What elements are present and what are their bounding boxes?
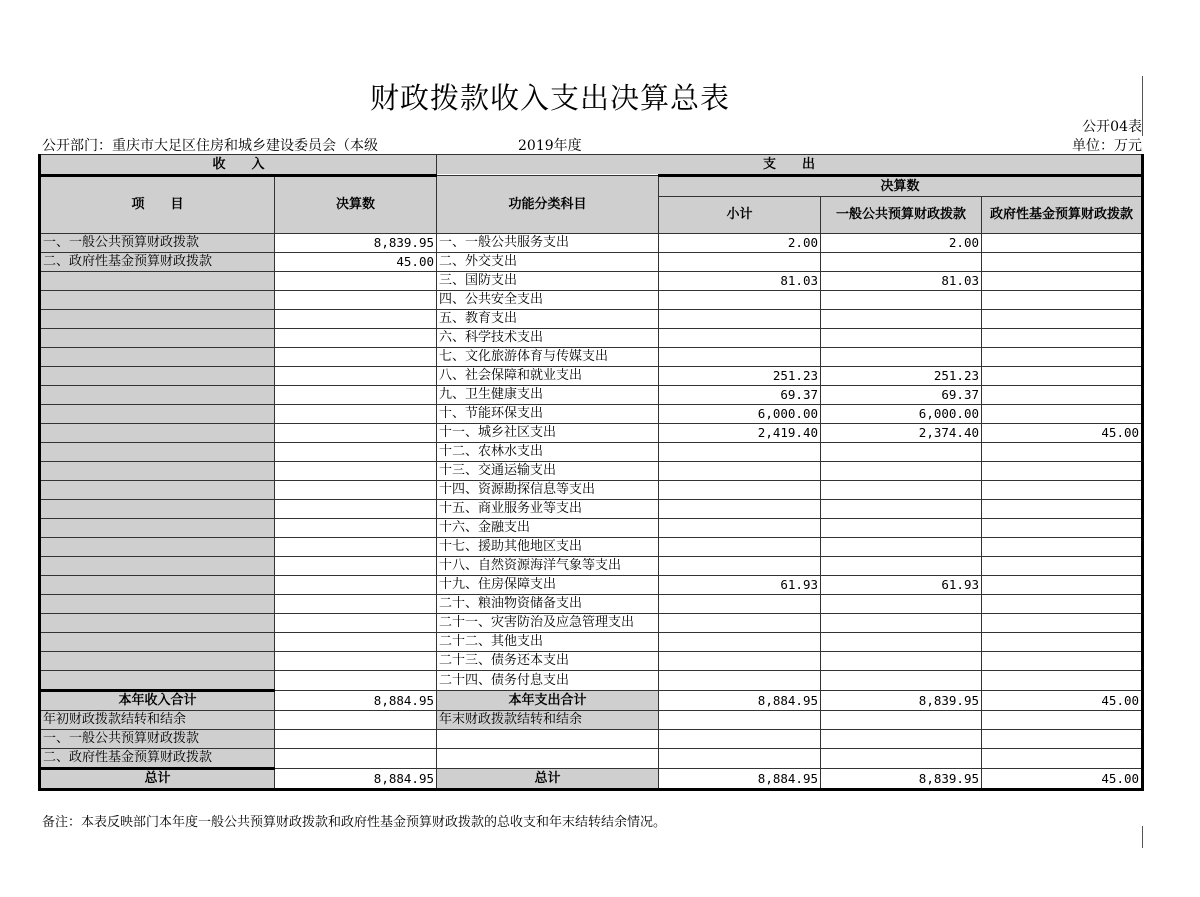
table-row	[40, 348, 1143, 367]
income-amount-cell: 45.00	[275, 253, 437, 272]
carryover-expense-item: 年末财政拨款结转和结余	[437, 711, 659, 730]
margin-line-bottom	[1142, 826, 1143, 848]
fund-budget-cell: 45.00	[982, 424, 1143, 443]
expense-item-cell: 七、文化旅游体育与传媒支出	[437, 348, 659, 367]
expense-item-cell: 十六、金融支出	[437, 519, 659, 538]
fund-budget-cell	[982, 234, 1143, 253]
income-item-cell	[40, 671, 275, 691]
general-budget-cell: 2,374.40	[821, 424, 982, 443]
carryover-row	[40, 749, 1143, 769]
general-budget-cell	[821, 291, 982, 310]
income-item-cell: 二、政府性基金预算财政拨款	[40, 253, 275, 272]
general-budget-cell	[821, 519, 982, 538]
carryover-expense-item	[437, 730, 659, 749]
fund-budget-cell	[982, 329, 1143, 348]
table-row	[40, 519, 1143, 538]
carryover-subtotal	[659, 730, 821, 749]
expense-item-cell: 十九、住房保障支出	[437, 576, 659, 595]
fund-budget-cell	[982, 576, 1143, 595]
carryover-subtotal	[659, 711, 821, 730]
income-item-cell	[40, 576, 275, 595]
general-budget-cell: 61.93	[821, 576, 982, 595]
income-amount-cell	[275, 481, 437, 500]
carryover-fund	[982, 711, 1143, 730]
income-amount-cell	[275, 576, 437, 595]
finance-table	[38, 154, 1144, 791]
grand-total-row-income-label: 总计	[40, 769, 275, 790]
subtotal-cell	[659, 291, 821, 310]
subtotal-cell	[659, 614, 821, 633]
table-row	[40, 595, 1143, 614]
table-row	[40, 424, 1143, 443]
fund-budget-cell	[982, 671, 1143, 691]
expense-item-cell: 二十、粮油物资储备支出	[437, 595, 659, 614]
carryover-income-amount	[275, 749, 437, 769]
grand-total-row-fund: 45.00	[982, 769, 1143, 790]
income-amount-cell	[275, 329, 437, 348]
expense-item-cell: 二、外交支出	[437, 253, 659, 272]
table-row	[40, 405, 1143, 424]
income-item-cell	[40, 424, 275, 443]
carryover-row	[40, 730, 1143, 749]
carryover-fund	[982, 730, 1143, 749]
page-title: 财政拨款收入支出决算总表	[369, 81, 730, 115]
general-budget-cell: 6,000.00	[821, 405, 982, 424]
fund-budget-cell	[982, 386, 1143, 405]
general-budget-header: 一般公共预算财政拨款	[821, 197, 982, 234]
income-amount-cell	[275, 557, 437, 576]
expense-item-cell: 十三、交通运输支出	[437, 462, 659, 481]
income-amount-cell	[275, 500, 437, 519]
amount-header: 决算数	[275, 176, 437, 234]
table-row	[40, 557, 1143, 576]
carryover-income-amount	[275, 711, 437, 730]
year-total-row-income-label: 本年收入合计	[40, 691, 275, 711]
income-item-cell	[40, 538, 275, 557]
subtotal-cell	[659, 253, 821, 272]
income-item-cell	[40, 310, 275, 329]
table-row	[40, 253, 1143, 272]
subtotal-cell	[659, 329, 821, 348]
general-budget-cell	[821, 557, 982, 576]
unit-label: 单位：万元	[1072, 138, 1142, 154]
income-amount-cell	[275, 405, 437, 424]
final-amount-header: 决算数	[659, 176, 1143, 197]
income-item-cell	[40, 348, 275, 367]
income-item-cell	[40, 614, 275, 633]
general-budget-cell: 251.23	[821, 367, 982, 386]
year-total-row	[40, 691, 1143, 711]
income-item-cell	[40, 557, 275, 576]
subtotal-cell	[659, 595, 821, 614]
fund-budget-cell	[982, 348, 1143, 367]
income-item-cell	[40, 405, 275, 424]
expense-item-cell: 五、教育支出	[437, 310, 659, 329]
general-budget-cell	[821, 443, 982, 462]
income-item-cell	[40, 443, 275, 462]
expense-item-cell: 四、公共安全支出	[437, 291, 659, 310]
department-label: 公开部门：重庆市大足区住房和城乡建设委员会（本级	[42, 138, 378, 154]
subtotal-cell: 251.23	[659, 367, 821, 386]
income-amount-cell	[275, 462, 437, 481]
fund-budget-cell	[982, 462, 1143, 481]
subtotal-cell: 61.93	[659, 576, 821, 595]
fund-budget-cell	[982, 519, 1143, 538]
subtotal-cell: 6,000.00	[659, 405, 821, 424]
income-amount-cell	[275, 443, 437, 462]
income-amount-cell	[275, 386, 437, 405]
income-item-cell	[40, 652, 275, 671]
income-amount-cell	[275, 291, 437, 310]
general-budget-cell	[821, 671, 982, 691]
grand-total-row-expense-label: 总计	[437, 769, 659, 790]
income-item-cell	[40, 595, 275, 614]
general-budget-cell	[821, 462, 982, 481]
carryover-row	[40, 711, 1143, 730]
expense-item-cell: 二十四、债务付息支出	[437, 671, 659, 691]
general-budget-cell: 2.00	[821, 234, 982, 253]
general-budget-cell: 69.37	[821, 386, 982, 405]
general-budget-cell	[821, 633, 982, 652]
subtotal-cell	[659, 671, 821, 691]
table-row	[40, 272, 1143, 291]
subtotal-cell	[659, 310, 821, 329]
expense-item-cell: 十七、援助其他地区支出	[437, 538, 659, 557]
income-amount-cell	[275, 671, 437, 691]
table-row	[40, 538, 1143, 557]
carryover-income-item: 年初财政拨款结转和结余	[40, 711, 275, 730]
income-item-cell	[40, 519, 275, 538]
income-amount-cell	[275, 424, 437, 443]
expense-item-cell: 二十一、灾害防治及应急管理支出	[437, 614, 659, 633]
subtotal-cell	[659, 633, 821, 652]
fund-budget-cell	[982, 557, 1143, 576]
fund-budget-cell	[982, 595, 1143, 614]
subtotal-cell	[659, 443, 821, 462]
fund-budget-cell	[982, 538, 1143, 557]
fiscal-year: 2019年度	[518, 138, 582, 154]
table-row	[40, 652, 1143, 671]
general-budget-cell: 81.03	[821, 272, 982, 291]
table-row	[40, 481, 1143, 500]
table-row	[40, 386, 1143, 405]
grand-total-row-general: 8,839.95	[821, 769, 982, 790]
year-total-row-expense-label: 本年支出合计	[437, 691, 659, 711]
expense-item-cell: 十一、城乡社区支出	[437, 424, 659, 443]
income-item-cell	[40, 329, 275, 348]
income-amount-cell	[275, 652, 437, 671]
table-row	[40, 576, 1143, 595]
table-row	[40, 291, 1143, 310]
header-row-2	[40, 176, 1143, 197]
subtotal-cell	[659, 481, 821, 500]
table-row	[40, 329, 1143, 348]
subtotal-header: 小计	[659, 197, 821, 234]
footnote: 备注：本表反映部门本年度一般公共预算财政拨款和政府性基金预算财政拨款的总收支和年末结转结余情况。	[42, 815, 667, 830]
table-row	[40, 671, 1143, 691]
function-category-header: 功能分类科目	[437, 176, 659, 234]
income-header: 收 入	[40, 155, 437, 176]
general-budget-cell	[821, 538, 982, 557]
income-amount-cell	[275, 348, 437, 367]
income-item-cell	[40, 500, 275, 519]
carryover-subtotal	[659, 749, 821, 769]
subtotal-cell: 81.03	[659, 272, 821, 291]
income-item-cell	[40, 633, 275, 652]
expense-item-cell: 二十二、其他支出	[437, 633, 659, 652]
margin-line-top	[1142, 76, 1143, 136]
income-amount-cell	[275, 614, 437, 633]
year-total-row-subtotal: 8,884.95	[659, 691, 821, 711]
expense-item-cell: 十八、自然资源海洋气象等支出	[437, 557, 659, 576]
subtotal-cell	[659, 652, 821, 671]
expense-item-cell: 八、社会保障和就业支出	[437, 367, 659, 386]
fund-budget-cell	[982, 443, 1143, 462]
expense-item-cell: 一、一般公共服务支出	[437, 234, 659, 253]
fund-budget-cell	[982, 291, 1143, 310]
carryover-fund	[982, 749, 1143, 769]
year-total-row-general: 8,839.95	[821, 691, 982, 711]
fund-budget-cell	[982, 633, 1143, 652]
table-row	[40, 310, 1143, 329]
table-row	[40, 633, 1143, 652]
grand-total-row-subtotal: 8,884.95	[659, 769, 821, 790]
fund-budget-header: 政府性基金预算财政拨款	[982, 197, 1143, 234]
meta-row	[42, 135, 1142, 153]
subtotal-cell: 69.37	[659, 386, 821, 405]
general-budget-cell	[821, 348, 982, 367]
subtotal-cell: 2,419.40	[659, 424, 821, 443]
income-amount-cell	[275, 310, 437, 329]
income-item-cell	[40, 386, 275, 405]
fund-budget-cell	[982, 614, 1143, 633]
form-number: 公开04表	[1082, 119, 1142, 135]
table-row	[40, 367, 1143, 386]
expense-item-cell: 十、节能环保支出	[437, 405, 659, 424]
carryover-expense-item	[437, 749, 659, 769]
fund-budget-cell	[982, 500, 1143, 519]
general-budget-cell	[821, 253, 982, 272]
general-budget-cell	[821, 310, 982, 329]
income-item-cell	[40, 367, 275, 386]
income-item-cell	[40, 462, 275, 481]
income-item-cell	[40, 291, 275, 310]
fund-budget-cell	[982, 481, 1143, 500]
income-amount-cell: 8,839.95	[275, 234, 437, 253]
table-row	[40, 614, 1143, 633]
expense-item-cell: 六、科学技术支出	[437, 329, 659, 348]
grand-total-row-income-amount: 8,884.95	[275, 769, 437, 790]
expense-header: 支 出	[437, 155, 1143, 176]
general-budget-cell	[821, 614, 982, 633]
carryover-income-amount	[275, 730, 437, 749]
expense-item-cell: 十五、商业服务业等支出	[437, 500, 659, 519]
general-budget-cell	[821, 500, 982, 519]
subtotal-cell	[659, 348, 821, 367]
table-row	[40, 462, 1143, 481]
subtotal-cell	[659, 500, 821, 519]
carryover-income-item: 二、政府性基金预算财政拨款	[40, 749, 275, 769]
income-amount-cell	[275, 538, 437, 557]
expense-item-cell: 二十三、债务还本支出	[437, 652, 659, 671]
income-item-cell	[40, 481, 275, 500]
subtotal-cell: 2.00	[659, 234, 821, 253]
expense-item-cell: 九、卫生健康支出	[437, 386, 659, 405]
table-row	[40, 500, 1143, 519]
fund-budget-cell	[982, 310, 1143, 329]
income-amount-cell	[275, 367, 437, 386]
subtotal-cell	[659, 462, 821, 481]
general-budget-cell	[821, 481, 982, 500]
header-row-1	[40, 155, 1143, 176]
grand-total-row	[40, 769, 1143, 790]
carryover-income-item: 一、一般公共预算财政拨款	[40, 730, 275, 749]
subtotal-cell	[659, 519, 821, 538]
year-total-row-fund: 45.00	[982, 691, 1143, 711]
item-header: 项 目	[40, 176, 275, 234]
fund-budget-cell	[982, 272, 1143, 291]
income-item-cell: 一、一般公共预算财政拨款	[40, 234, 275, 253]
fund-budget-cell	[982, 405, 1143, 424]
general-budget-cell	[821, 652, 982, 671]
subtotal-cell	[659, 557, 821, 576]
carryover-general	[821, 749, 982, 769]
expense-item-cell: 十四、资源勘探信息等支出	[437, 481, 659, 500]
table-row	[40, 234, 1143, 253]
carryover-general	[821, 730, 982, 749]
general-budget-cell	[821, 329, 982, 348]
income-amount-cell	[275, 519, 437, 538]
income-amount-cell	[275, 272, 437, 291]
table-row	[40, 443, 1143, 462]
expense-item-cell: 十二、农林水支出	[437, 443, 659, 462]
income-amount-cell	[275, 633, 437, 652]
general-budget-cell	[821, 595, 982, 614]
income-amount-cell	[275, 595, 437, 614]
fund-budget-cell	[982, 652, 1143, 671]
subtotal-cell	[659, 538, 821, 557]
income-item-cell	[40, 272, 275, 291]
fund-budget-cell	[982, 367, 1143, 386]
year-total-row-income-amount: 8,884.95	[275, 691, 437, 711]
expense-item-cell: 三、国防支出	[437, 272, 659, 291]
fund-budget-cell	[982, 253, 1143, 272]
carryover-general	[821, 711, 982, 730]
